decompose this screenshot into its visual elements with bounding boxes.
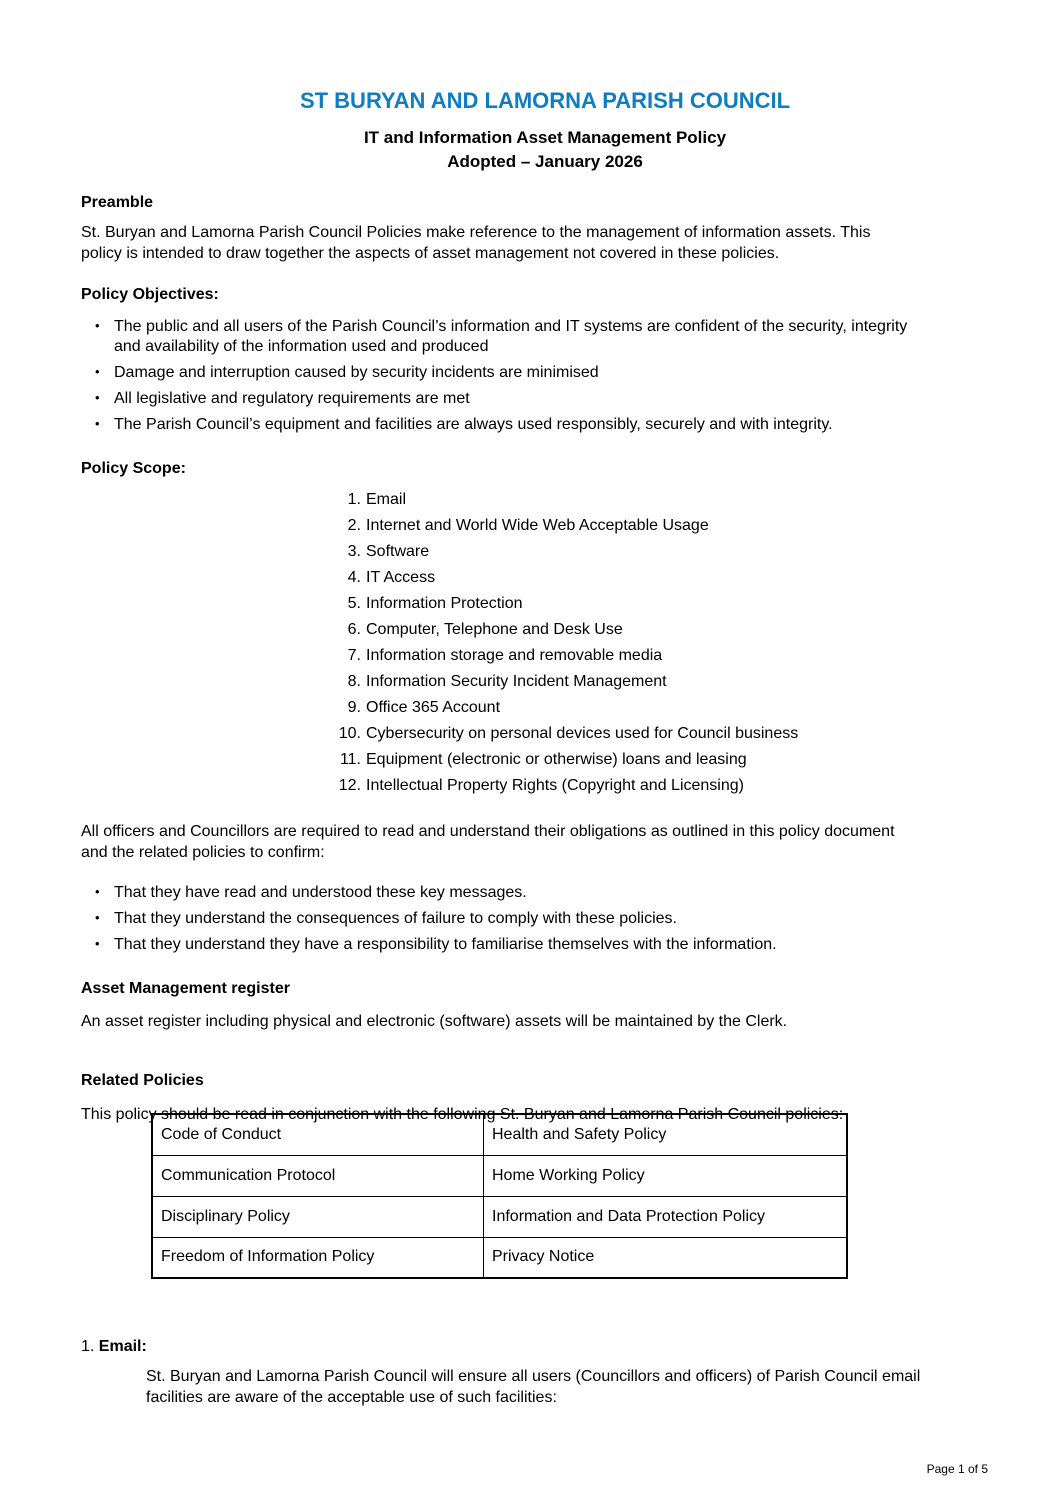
scope-item-text: Cybersecurity on personal devices used for Council business — [366, 725, 799, 742]
scope-item-number: 10. — [338, 725, 361, 742]
scope-item-text: Email — [366, 491, 407, 508]
email-section-heading — [81, 1336, 147, 1357]
bullet-icon: • — [95, 884, 100, 899]
email-line-1: St. Buryan and Lamorna Parish Council will ensure all users (Councillors and officers) of Parish Council email — [146, 1368, 921, 1385]
bullet-icon: • — [95, 416, 100, 431]
scope-item-text: Information Protection — [366, 595, 523, 612]
preamble-line-1: St. Buryan and Lamorna Parish Council Policies make reference to the management of information assets. This — [81, 224, 871, 241]
bullet-icon: • — [95, 318, 100, 333]
adopted-date: Adopted – January 2026 — [447, 152, 643, 171]
related-policies-heading: Related Policies — [81, 1072, 204, 1089]
scope-item-number: 11. — [339, 751, 361, 768]
table-row — [152, 1114, 847, 1155]
table-row — [152, 1196, 847, 1237]
scope-item-number: 2. — [347, 517, 361, 534]
scope-item-number: 3. — [347, 543, 361, 560]
obligations-line-2: and the related policies to confirm: — [81, 844, 325, 861]
scope-item-text: Internet and World Wide Web Acceptable Usage — [366, 517, 709, 534]
table-cell: Privacy Notice — [484, 1237, 848, 1278]
table-cell: Communication Protocol — [152, 1155, 484, 1196]
scope-item-text: Information Security Incident Management — [366, 673, 667, 690]
email-section-title: Email: — [98, 1338, 147, 1355]
table-cell: Freedom of Information Policy — [152, 1237, 484, 1278]
scope-item-text: Information storage and removable media — [366, 647, 663, 664]
related-policies-text: This policy should be read in conjunction with the following St. Buryan and Lamorna Parish Council policies: — [81, 1106, 844, 1123]
bullet-icon: • — [95, 390, 100, 405]
scope-heading: Policy Scope: — [81, 460, 186, 477]
scope-item-text: IT Access — [366, 569, 436, 586]
asset-register-heading: Asset Management register — [81, 980, 290, 997]
asset-register-text: An asset register including physical and electronic (software) assets will be maintained by the Clerk. — [81, 1013, 788, 1030]
table-cell: Health and Safety Policy — [484, 1114, 848, 1155]
obligations-line-1: All officers and Councillors are required to read and understand their obligations as outlined in this policy document — [81, 823, 895, 840]
scope-item-number: 1. — [347, 491, 361, 508]
email-line-2: facilities are aware of the acceptable use of such facilities: — [146, 1389, 557, 1406]
scope-item-number: 4. — [347, 569, 361, 586]
related-policies-table — [151, 1113, 848, 1279]
table-cell: Home Working Policy — [484, 1155, 848, 1196]
scope-item-number: 8. — [347, 673, 361, 690]
org-title: ST BURYAN AND LAMORNA PARISH COUNCIL — [299, 88, 791, 113]
scope-item-text: Computer, Telephone and Desk Use — [366, 621, 623, 638]
document-title: IT and Information Asset Management Policy — [363, 128, 727, 147]
scope-item-number: 9. — [347, 699, 361, 716]
bullet-icon: • — [95, 364, 100, 379]
table-cell: Disciplinary Policy — [152, 1196, 484, 1237]
table-cell: Code of Conduct — [152, 1114, 484, 1155]
scope-item-number: 5. — [347, 595, 361, 612]
scope-item-text: Intellectual Property Rights (Copyright and Licensing) — [366, 777, 744, 794]
scope-item-text: Software — [366, 543, 430, 560]
table-row — [152, 1237, 847, 1278]
scope-item-text: Equipment (electronic or otherwise) loans and leasing — [366, 751, 747, 768]
page-number: Page 1 of 5 — [926, 1462, 988, 1476]
table-row — [152, 1155, 847, 1196]
preamble-heading: Preamble — [81, 194, 154, 211]
scope-item-text: Office 365 Account — [366, 699, 501, 716]
bullet-icon: • — [95, 936, 100, 951]
scope-item-number: 7. — [347, 647, 361, 664]
scope-item-number: 6. — [347, 621, 361, 638]
bullet-icon: • — [95, 910, 100, 925]
table-cell: Information and Data Protection Policy — [484, 1196, 848, 1237]
objectives-heading: Policy Objectives: — [81, 286, 219, 303]
preamble-line-2: policy is intended to draw together the aspects of asset management not covered in these policies. — [81, 245, 780, 262]
scope-item-number: 12. — [338, 777, 361, 794]
email-section-number: 1. — [81, 1338, 95, 1355]
